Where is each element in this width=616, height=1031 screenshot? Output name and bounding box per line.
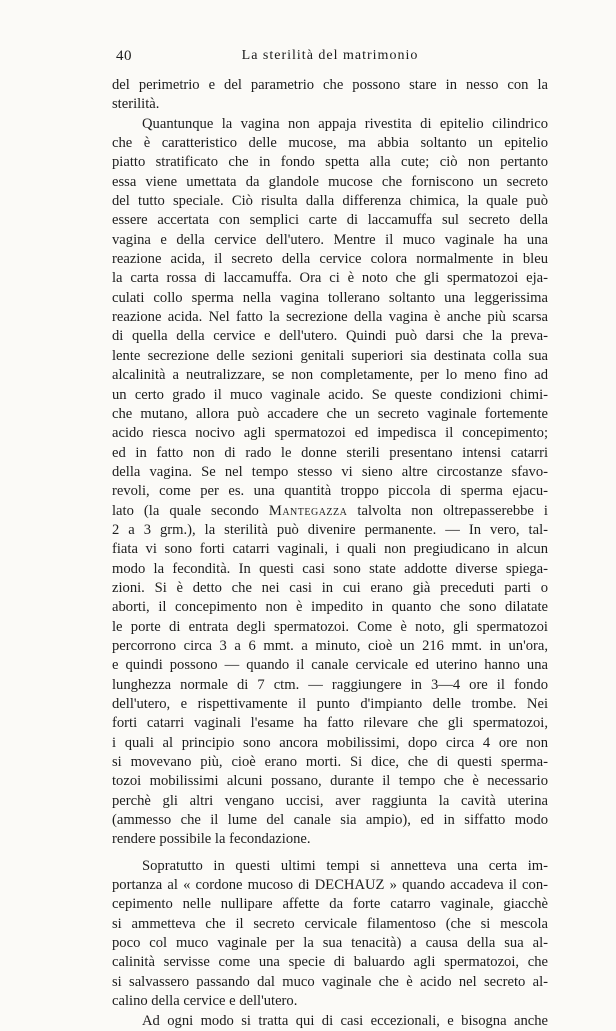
text-segment: talvolta non oltrepasserebbe i (347, 502, 548, 519)
text-line: acido riesca nocivo agli spermatozoi ed impedisca il concepimento; (112, 425, 548, 442)
text-line: lunghezza normale di 7 ctm. — raggiungere in 3—4 ore il fondo (112, 676, 548, 693)
text-line: i quali al principio sono ancora mobilissimi, dopo circa 4 ore non (112, 734, 548, 751)
text-line: 2 a 3 grm.), la sterilità può divenire permanente. — In vero, tal- (112, 521, 548, 538)
text-line: rendere possibile la fecondazione. (112, 831, 311, 848)
text-line: e quindi possono — quando il canale cervicale ed uterino hanno una (112, 657, 548, 674)
author-name-mantegazza: Mantegazza (268, 502, 348, 519)
text-line: lente secrezione delle sezioni genitali superiori sia destinata colla sua (112, 347, 548, 364)
text-line: si ammetteva che il secreto cervicale filamentoso (che si mescola (112, 915, 548, 932)
page-header (110, 48, 550, 70)
text-line: calinità servisse come una specie di baluardo agli spermatozoi, che (112, 954, 548, 971)
text-line: della vagina. Se nel tempo stesso vi sieno altre circostanze sfavo- (112, 463, 548, 480)
text-line: Quantunque la vagina non appaja rivestita di epitelio cilindrico (142, 115, 548, 132)
text-line: vagina e della cervice dell'utero. Mentre il muco vaginale ha una (112, 231, 548, 248)
running-title: La sterilità del matrimonio (241, 48, 419, 63)
text-line: portanza al « cordone mucoso di DECHAUZ » quando accadeva il con- (112, 877, 548, 894)
text-line: le porte di entrata degli spermatozoi. Come è noto, gli spermatozoi (112, 618, 548, 635)
text-line: (ammesso che il lume del canale sia ampio), ed in siffatto modo (112, 812, 548, 829)
page-body (112, 76, 548, 1031)
text-line: Sopratutto in questi ultimi tempi si annetteva una certa im- (142, 857, 548, 874)
text-line: che è caratteristico delle mucose, ma abbia soltanto un epitelio (112, 135, 548, 152)
text-line: forti catarri vaginali l'esame ha fatto rilevare che gli spermatozoi, (112, 715, 548, 732)
text-line: reazione acida, il secreto della cervice colora normalmente in bleu (112, 251, 548, 268)
text-line: calino della cervice e dell'utero. (112, 993, 298, 1010)
text-line: del perimetrio e del parametrio che possono stare in nesso con la (112, 77, 548, 93)
text-line: un certo grado il muco vaginale acido. Se queste condizioni chimi- (112, 386, 548, 403)
text-line: di quella della cervice e dell'utero. Quindi può darsi che la preva- (112, 328, 548, 345)
text-line: si movevano più, cioè erano morti. Si dice, che di questi sperma- (112, 754, 548, 771)
text-line (112, 502, 548, 521)
text-line: dell'utero, e rispettivamente il punto d'impianto delle trombe. Nei (112, 696, 548, 712)
text-line: la carta rossa di laccamuffa. Ora ci è noto che gli spermatozoi eja- (112, 270, 548, 287)
text-line: cepimento nelle nullipare affette da forte catarro vaginale, giacchè (112, 896, 548, 913)
text-line: alcalinità a neutralizzare, se non completamente, per lo meno fino ad (112, 367, 548, 384)
page-number: 40 (116, 48, 132, 64)
text-line: essa viene umettata da glandole mucose che forniscono un secreto (112, 173, 548, 190)
text-line: del tutto speciale. Ciò risulta dalla differenza chimica, la quale può (112, 193, 548, 210)
text-line: modo la fecondità. In questi casi sono state addotte diverse spiega- (112, 560, 548, 577)
text-line: percorrono circa 3 a 6 mmt. a minuto, cioè un 216 mmt. in un'ora, (112, 637, 548, 654)
text-line: reazione acida. Nel fatto la secrezione della vagina è anche più scarsa (112, 309, 548, 326)
text-line: essere accertata con semplici carte di laccamuffa sul secreto della (112, 212, 548, 229)
text-line: fiata vi sono forti catarri vaginali, i quali non pregiudicano in alcun (112, 541, 548, 558)
text-line: culati collo sperma nella vagina tollerano soltanto una leggerissima (112, 289, 548, 306)
text-line: si salvassero passando dal muco vaginale che è acido nel secreto al- (112, 973, 548, 990)
text-line: Ad ogni modo si tratta qui di casi eccezionali, e bisogna anche (142, 1012, 548, 1029)
text-segment: lato (la quale secondo (112, 502, 269, 519)
text-line: perchè gli altri vengano uccisi, aver raggiunta la cavità uterina (112, 792, 548, 809)
text-line: piatto stratificato che in fondo spetta alla cute; ciò non pertanto (112, 154, 548, 171)
text-line: revoli, come per es. una quantità troppo piccola di sperma ejacu- (112, 483, 548, 500)
text-line: zioni. Si è detto che nei casi in cui erano già preceduti parti o (112, 579, 548, 596)
text-line: sterilità. (112, 96, 160, 113)
text-line: poco col muco vaginale per la sua tenacità) a causa della sua al- (112, 935, 548, 952)
text-line: tozoi mobilissimi alcuni possano, durante il tempo che è necessario (112, 773, 548, 790)
text-line: aborti, il concepimento non è impedito in quanto che sono dilatate (112, 599, 548, 616)
text-line: ed in fatto non di rado le donne sterili presentano intensi catarri (112, 444, 548, 461)
text-line: che mutano, allora può accadere che un secreto vaginale fortemente (112, 405, 548, 422)
paragraph-gap (112, 850, 548, 857)
